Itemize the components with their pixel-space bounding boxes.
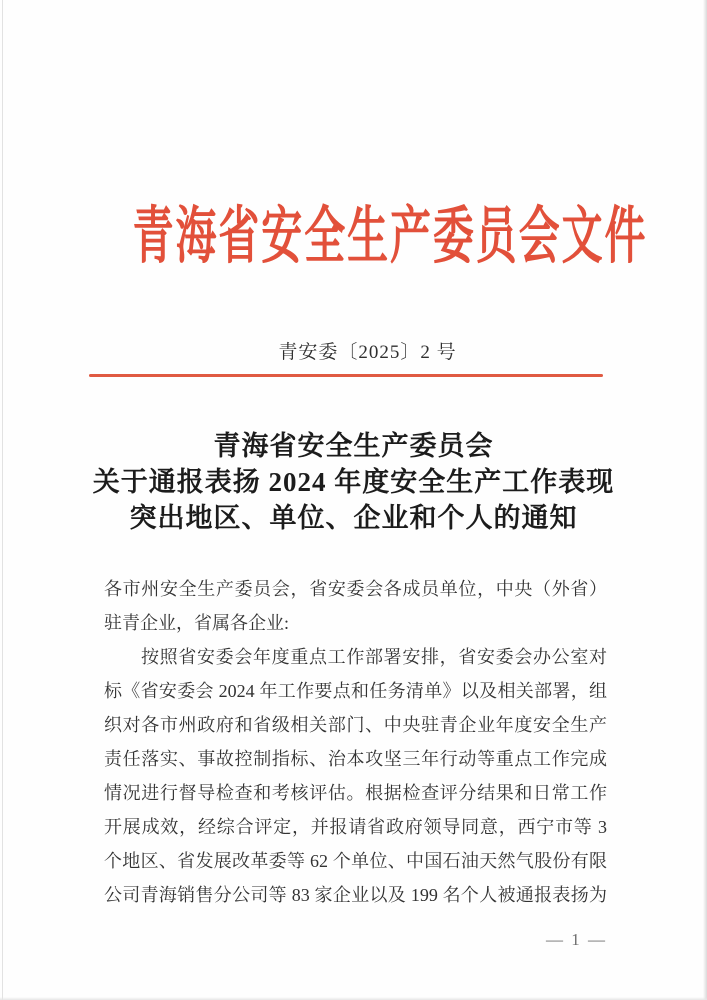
page-number: — 1 — [546,930,607,949]
red-divider [89,374,603,377]
body-line: 各市州安全生产委员会，省安委会各成员单位，中央（外省） [104,579,607,599]
title-line-3: 突出地区、单位、企业和个人的通知 [129,503,578,533]
body-line: 个地区、省发展改革委等 62 个单位、中国石油天然气股份有限 [104,851,607,871]
scan-edge-right [703,0,707,1000]
letterhead [0,201,707,273]
body-line: 责任落实、事故控制指标、治本攻坚三年行动等重点工作完成 [104,749,607,769]
body-line: 按照省安委会年度重点工作部署安排，省安委会办公室对 [141,647,607,667]
title-line-1: 青海省安全生产委员会 [213,431,494,461]
letterhead-text: 青海省安全生产委员会文件 [132,203,648,271]
document-title [12,428,695,536]
body-line: 驻青企业，省属各企业: [104,613,289,633]
body-line: 标《省安委会 2024 年工作要点和任务清单》以及相关部署，组 [104,681,607,701]
body-line: 公司青海销售分公司等 83 家企业以及 199 名个人被通报表扬为 [104,885,607,905]
body-line: 情况进行督导检查和考核评估。根据检查评分结果和日常工作 [104,783,607,803]
document-number: 青安委〔2025〕2 号 [278,342,457,363]
body-text [104,572,607,912]
scan-edge-left [2,0,3,1000]
body-line: 织对各市州政府和省级相关部门、中央驻青企业年度安全生产 [104,715,607,735]
title-line-2: 关于通报表扬 2024 年度安全生产工作表现 [92,467,615,497]
body-line: 开展成效，经综合评定，并报请省政府领导同意，西宁市等 3 [104,817,607,837]
